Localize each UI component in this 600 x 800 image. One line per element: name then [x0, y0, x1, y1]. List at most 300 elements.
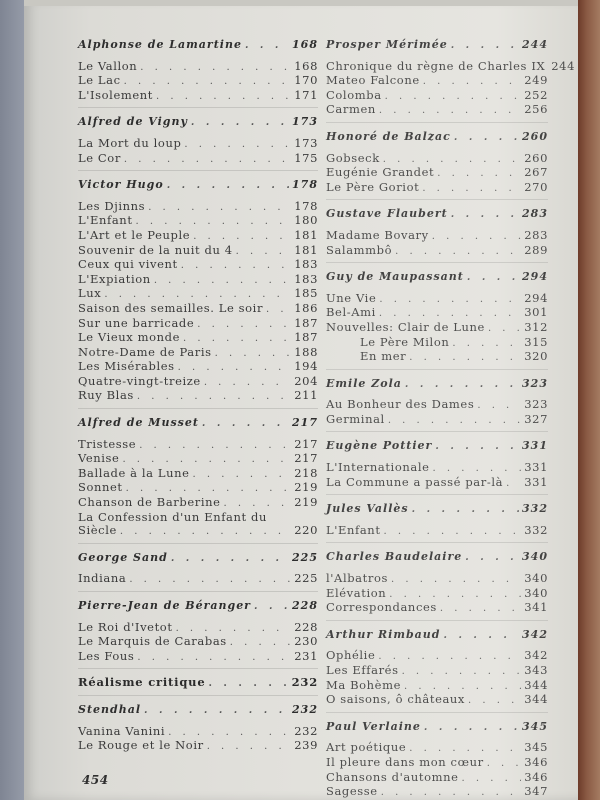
- toc-author-entry: [78, 703, 318, 718]
- work-title: Ceux qui vivent: [78, 257, 178, 272]
- page-reference: 331: [524, 474, 548, 489]
- toc-work-entry: [326, 166, 548, 181]
- work-title: Correspondances: [326, 600, 437, 615]
- page-reference: 312: [524, 319, 548, 334]
- toc-work-entry: [78, 621, 318, 636]
- work-title: Le Père Goriot: [326, 179, 420, 194]
- dot-leader: [204, 376, 291, 390]
- page-reference: 239: [294, 738, 318, 753]
- toc-work-entry: [326, 756, 548, 771]
- work-title: Saison des semailles. Le soir: [78, 300, 264, 315]
- page-reference: 289: [524, 242, 548, 257]
- section-title: Réalisme critique: [78, 675, 206, 690]
- dot-leader: [435, 440, 519, 454]
- dot-leader: [124, 75, 292, 89]
- work-title: La Mort du loup: [78, 135, 182, 150]
- page-reference: 341: [524, 600, 548, 615]
- page-reference: 168: [292, 38, 318, 51]
- toc-author-entry: [78, 551, 318, 566]
- page-reference: 260: [522, 129, 548, 143]
- dot-leader: [405, 378, 519, 392]
- work-title: Chanson de Barberine: [78, 495, 221, 510]
- page-reference: 186: [294, 300, 318, 315]
- page-reference: 187: [294, 315, 318, 330]
- page-number: 454: [82, 773, 109, 787]
- book-cover-edge: [578, 0, 600, 800]
- author-name: Emile Zola: [326, 376, 402, 390]
- toc-author-entry: [326, 439, 548, 454]
- toc-work-entry: [78, 317, 318, 332]
- toc-work-entry: [78, 360, 318, 375]
- page-reference: 323: [522, 376, 548, 390]
- dot-leader: [385, 90, 522, 104]
- work-title: L'Art et le Peuple: [78, 227, 191, 242]
- page-reference: 283: [524, 227, 548, 242]
- author-name: Arthur Rimbaud: [326, 627, 441, 641]
- page-reference: 332: [522, 502, 548, 516]
- dot-leader: [389, 588, 521, 602]
- dot-leader: [506, 477, 521, 491]
- toc-work-entry: [78, 287, 318, 302]
- toc-work-entry: [326, 413, 548, 428]
- dot-leader: [451, 208, 519, 222]
- work-title: Au Bonheur des Dames: [326, 397, 475, 412]
- page-reference: 219: [294, 480, 318, 495]
- dot-leader: [422, 182, 521, 196]
- page-reference: 340: [524, 585, 548, 600]
- dot-leader: [176, 622, 292, 636]
- toc-work-entry: [78, 214, 318, 229]
- work-title: Chronique du règne de Charles IX: [326, 58, 546, 73]
- toc-author-group: [78, 591, 318, 664]
- page-reference: 185: [294, 286, 318, 301]
- page-reference: 173: [294, 135, 318, 150]
- dot-leader: [488, 322, 521, 336]
- page-reference: 217: [294, 436, 318, 451]
- toc-work-entry: [78, 60, 318, 75]
- page-reference: 181: [294, 242, 318, 257]
- toc-author-entry: [78, 178, 318, 193]
- work-title: Sur une barricade: [78, 315, 195, 330]
- toc-work-entry: [78, 229, 318, 244]
- toc-work-entry: [326, 693, 548, 708]
- toc-work-entry: [78, 496, 318, 511]
- work-title: Elévation: [326, 585, 387, 600]
- toc-work-entry: [326, 58, 575, 75]
- dot-leader: [254, 600, 289, 614]
- page-reference: 194: [294, 359, 318, 374]
- toc-author-entry: [78, 115, 318, 130]
- page-reference: 175: [294, 150, 318, 165]
- toc-work-entry: [326, 461, 548, 476]
- dot-leader: [215, 347, 292, 361]
- dot-leader: [202, 417, 289, 431]
- dot-leader: [156, 90, 291, 104]
- work-title: l'Albatros: [326, 571, 388, 586]
- toc-author-entry: [326, 377, 548, 392]
- toc-work-entry: [78, 244, 318, 259]
- toc-work-entry: [326, 350, 548, 365]
- toc-work-entry: [78, 200, 318, 215]
- toc-author-entry: [326, 628, 548, 643]
- page-reference: 315: [524, 334, 548, 349]
- work-title: Germinal: [326, 411, 385, 426]
- toc-work-entry: [78, 389, 318, 404]
- work-title: Gobseck: [326, 150, 380, 165]
- dot-leader: [487, 757, 522, 771]
- page-reference: 231: [294, 648, 318, 663]
- page-reference: 320: [524, 349, 548, 364]
- toc-left-column: [78, 35, 318, 754]
- toc-work-entry: [78, 572, 318, 587]
- dot-leader: [136, 215, 292, 229]
- toc-work-entry: [78, 467, 318, 482]
- toc-work-entry: [326, 103, 548, 118]
- page-reference: 344: [524, 677, 548, 692]
- toc-work-entry: [326, 649, 548, 664]
- dot-leader: [432, 230, 522, 244]
- dot-leader: [433, 462, 522, 476]
- toc-work-entry: [326, 524, 548, 539]
- toc-work-entry: [326, 292, 548, 307]
- dot-leader: [409, 351, 521, 365]
- page-reference: 232: [294, 723, 318, 738]
- toc-work-entry: [326, 476, 548, 491]
- dot-leader: [245, 39, 289, 53]
- dot-leader: [144, 704, 289, 718]
- work-title: L'Enfant: [326, 522, 381, 537]
- work-title: Lux: [78, 286, 102, 301]
- page-reference: 168: [294, 58, 318, 73]
- toc-author-group: [326, 712, 548, 800]
- toc-author-group: [78, 170, 318, 404]
- toc-work-entry: [78, 346, 318, 361]
- toc-work-entry: [326, 398, 548, 413]
- toc-work-entry: [326, 664, 548, 679]
- dot-leader: [208, 677, 288, 691]
- page-reference: 343: [524, 663, 548, 677]
- page-reference: 252: [524, 87, 548, 102]
- dot-leader: [139, 439, 291, 453]
- dot-leader: [391, 573, 521, 587]
- work-title: Mateo Falcone: [326, 73, 420, 88]
- toc-work-entry: [326, 74, 548, 89]
- toc-author-group: [78, 107, 318, 166]
- toc-author-entry: [78, 38, 318, 53]
- toc-work-entry: [326, 152, 548, 167]
- page-reference: 332: [524, 522, 548, 537]
- work-title: Colomba: [326, 87, 382, 102]
- work-title: Art poétique: [326, 740, 407, 755]
- page-reference: 294: [522, 270, 548, 284]
- work-title: Ma Bohème: [326, 677, 401, 692]
- page-reference: 220: [294, 523, 318, 538]
- work-title: Madame Bovary: [326, 227, 429, 242]
- dot-leader: [266, 303, 291, 317]
- toc-work-entry: [78, 331, 318, 346]
- work-title: L'Expiation: [78, 271, 151, 286]
- toc-author-entry: [326, 502, 548, 517]
- dot-leader: [167, 179, 289, 193]
- work-title: Les Effarés: [326, 663, 399, 677]
- work-title: La Commune a passé par-là: [326, 474, 504, 489]
- dot-leader: [104, 288, 291, 302]
- author-name: Stendhal: [78, 702, 142, 716]
- page-reference: 345: [524, 740, 548, 755]
- dot-leader: [462, 772, 522, 786]
- dot-leader: [193, 468, 292, 482]
- page-reference: 180: [294, 213, 318, 228]
- toc-work-entry: [326, 601, 548, 616]
- dot-leader: [451, 39, 519, 53]
- dot-leader: [383, 153, 521, 167]
- toc-work-entry: [78, 725, 318, 740]
- toc-work-entry: [78, 258, 318, 273]
- work-title: Ophélie: [326, 648, 376, 663]
- toc-author-group: [78, 38, 318, 103]
- dot-leader: [154, 274, 291, 288]
- toc-work-entry: [326, 306, 548, 321]
- dot-leader: [120, 525, 291, 539]
- dot-leader: [171, 552, 289, 566]
- dot-leader: [379, 307, 521, 321]
- work-title: Le Marquis de Carabas: [78, 634, 227, 649]
- dot-leader: [193, 230, 291, 244]
- toc-author-group: [78, 695, 318, 754]
- toc-section-group: [78, 668, 318, 691]
- dot-leader: [168, 726, 291, 740]
- page-reference: 204: [294, 373, 318, 388]
- page-reference: 342: [522, 627, 548, 641]
- work-title: O saisons, ô châteaux: [326, 692, 466, 707]
- page-reference: 171: [294, 87, 318, 102]
- page-reference: 183: [294, 257, 318, 272]
- page-reference: 345: [522, 719, 548, 733]
- page-reference: 230: [294, 634, 318, 649]
- toc-work-entry: [78, 481, 318, 496]
- work-title: Indiana: [78, 571, 127, 586]
- toc-work-entry: [78, 452, 318, 467]
- page-reference: 225: [294, 571, 318, 586]
- dot-leader: [181, 259, 291, 273]
- page-reference: 244: [551, 58, 575, 73]
- toc-work-entry: [78, 74, 318, 89]
- toc-author-entry: [326, 207, 548, 222]
- toc-work-entry: [78, 152, 318, 167]
- toc-author-group: [326, 369, 548, 428]
- dot-leader: [465, 551, 519, 565]
- work-title: Le Vallon: [78, 58, 138, 73]
- toc-author-group: [326, 199, 548, 258]
- toc-work-entry: [326, 741, 548, 756]
- toc-work-entry: [326, 181, 548, 196]
- toc-work-entry: [78, 635, 318, 650]
- work-title: Le Roi d'Ivetot: [78, 619, 173, 634]
- page-reference: 217: [294, 451, 318, 466]
- author-name: Gustave Flaubert: [326, 207, 448, 221]
- page-reference: 267: [524, 165, 548, 180]
- work-title: Venise: [78, 451, 120, 466]
- dot-leader: [409, 742, 521, 756]
- work-title: Une Vie: [326, 290, 377, 305]
- dot-leader: [424, 721, 519, 735]
- work-title: Le Cor: [78, 150, 121, 165]
- toc-work-entry: [326, 771, 548, 786]
- work-title: Chansons d'automne: [326, 769, 459, 784]
- work-title: Eugénie Grandet: [326, 165, 435, 180]
- work-title: Les Misérables: [78, 359, 175, 374]
- work-title: Carmen: [326, 102, 376, 117]
- dot-leader: [440, 602, 521, 616]
- toc-work-entry: [78, 273, 318, 288]
- page-reference: 225: [292, 550, 318, 564]
- dot-leader: [437, 167, 521, 181]
- page-reference: 327: [524, 411, 548, 426]
- work-title: Le Lac: [78, 73, 121, 88]
- work-title: Ruy Blas: [78, 388, 134, 403]
- dot-leader: [378, 650, 521, 664]
- toc-work-entry: [326, 336, 548, 351]
- work-title: L'Enfant: [78, 213, 133, 228]
- dot-leader: [178, 361, 292, 375]
- dot-leader: [452, 337, 521, 351]
- author-name: Alfred de Vigny: [78, 115, 188, 129]
- dot-leader: [126, 482, 292, 496]
- page-reference: 183: [294, 271, 318, 286]
- work-title: Nouvelles: Clair de Lune: [326, 319, 485, 334]
- author-name: Alphonse de Lamartine: [78, 38, 242, 51]
- page-reference: 218: [294, 465, 318, 480]
- toc-author-entry: [326, 38, 548, 53]
- page-reference: 211: [294, 388, 318, 403]
- toc-work-entry: [326, 321, 548, 336]
- page-reference: 178: [292, 178, 318, 192]
- toc-work-entry: [78, 302, 318, 317]
- toc-work-entry: [78, 739, 318, 754]
- page-reference: 340: [524, 571, 548, 586]
- toc-work-entry: [78, 438, 318, 453]
- page-reference: 181: [294, 227, 318, 242]
- author-name: Guy de Maupassant: [326, 270, 464, 284]
- work-title: En mer: [360, 349, 407, 364]
- page-reference: 340: [522, 550, 548, 564]
- dot-leader: [468, 694, 521, 708]
- page-reference: 346: [524, 769, 548, 784]
- toc-author-entry: [326, 720, 548, 735]
- dot-leader: [236, 245, 292, 259]
- work-title: Bel-Ami: [326, 305, 376, 320]
- dot-leader: [404, 680, 521, 694]
- author-name: Alfred de Musset: [78, 416, 199, 430]
- work-title: Vanina Vanini: [78, 723, 166, 738]
- dot-leader: [137, 651, 291, 665]
- dot-leader: [207, 740, 292, 754]
- work-title: Tristesse: [78, 436, 137, 451]
- toc-author-entry: [78, 416, 318, 431]
- work-title: L'Internationale: [326, 460, 430, 475]
- toc-author-entry: [326, 270, 548, 285]
- toc-author-entry: [326, 130, 548, 145]
- toc-author-group: [78, 408, 318, 539]
- page-reference: 228: [294, 619, 318, 634]
- dot-leader: [184, 138, 291, 152]
- page-reference: 170: [294, 73, 318, 88]
- dot-leader: [444, 629, 520, 643]
- dot-leader: [230, 636, 291, 650]
- author-name: Prosper Mérimée: [326, 38, 448, 51]
- toc-right-column: [326, 35, 575, 800]
- page-reference: 178: [294, 198, 318, 213]
- dot-leader: [122, 453, 291, 467]
- work-title: Notre-Dame de Paris: [78, 344, 212, 359]
- dot-leader: [124, 153, 291, 167]
- author-name: Jules Vallès: [326, 502, 409, 516]
- toc-author-group: [326, 494, 548, 538]
- page-reference: 260: [524, 150, 548, 165]
- page-reference: 232: [291, 675, 318, 690]
- work-title: L'Isolement: [78, 87, 153, 102]
- page-reference: 331: [522, 439, 548, 453]
- dot-leader: [384, 525, 522, 539]
- work-title: Souvenir de la nuit du 4: [78, 242, 233, 257]
- toc-work-entry: [78, 650, 318, 665]
- toc-work-entry: [326, 89, 548, 104]
- work-title: Le Père Milon: [360, 334, 450, 349]
- toc-author-entry: [326, 550, 548, 565]
- page-reference: 301: [524, 305, 548, 320]
- page-reference: 346: [524, 754, 548, 769]
- dot-leader: [137, 390, 291, 404]
- toc-work-entry: [326, 679, 548, 694]
- dot-leader: [454, 131, 519, 145]
- page-reference: 342: [524, 648, 548, 663]
- toc-author-group: [326, 620, 548, 708]
- author-name: George Sand: [78, 550, 168, 564]
- dot-leader: [402, 665, 522, 679]
- toc-author-group: [326, 262, 548, 365]
- dot-leader: [477, 399, 521, 413]
- work-title: Sagesse: [326, 784, 378, 799]
- toc-work-entry: [78, 511, 318, 525]
- toc-work-entry: [78, 137, 318, 152]
- dot-leader: [379, 104, 521, 118]
- page-reference: 232: [292, 702, 318, 716]
- page-reference: 323: [524, 397, 548, 412]
- toc-work-entry: [326, 244, 548, 259]
- dot-leader: [191, 116, 289, 130]
- page-reference: 217: [292, 416, 318, 430]
- dot-leader: [224, 497, 292, 511]
- dot-leader: [148, 201, 291, 215]
- toc-author-group: [326, 122, 548, 195]
- page-reference: 249: [524, 73, 548, 88]
- dot-leader: [412, 503, 519, 517]
- work-title: Le Vieux monde: [78, 330, 181, 345]
- author-name: Charles Baudelaire: [326, 550, 463, 564]
- dot-leader: [183, 332, 291, 346]
- page-reference: 331: [524, 460, 548, 475]
- work-title: Sonnet: [78, 480, 123, 495]
- dot-leader: [197, 318, 291, 332]
- author-name: Pierre-Jean de Béranger: [78, 599, 251, 612]
- toc-author-group: [326, 38, 575, 118]
- work-title: Les Fous: [78, 648, 135, 663]
- page-reference: 173: [292, 115, 318, 129]
- dot-leader: [395, 245, 521, 259]
- work-title: Siècle: [78, 523, 117, 538]
- page-reference: 347: [524, 784, 548, 799]
- work-title: Quatre-vingt-treize: [78, 373, 201, 388]
